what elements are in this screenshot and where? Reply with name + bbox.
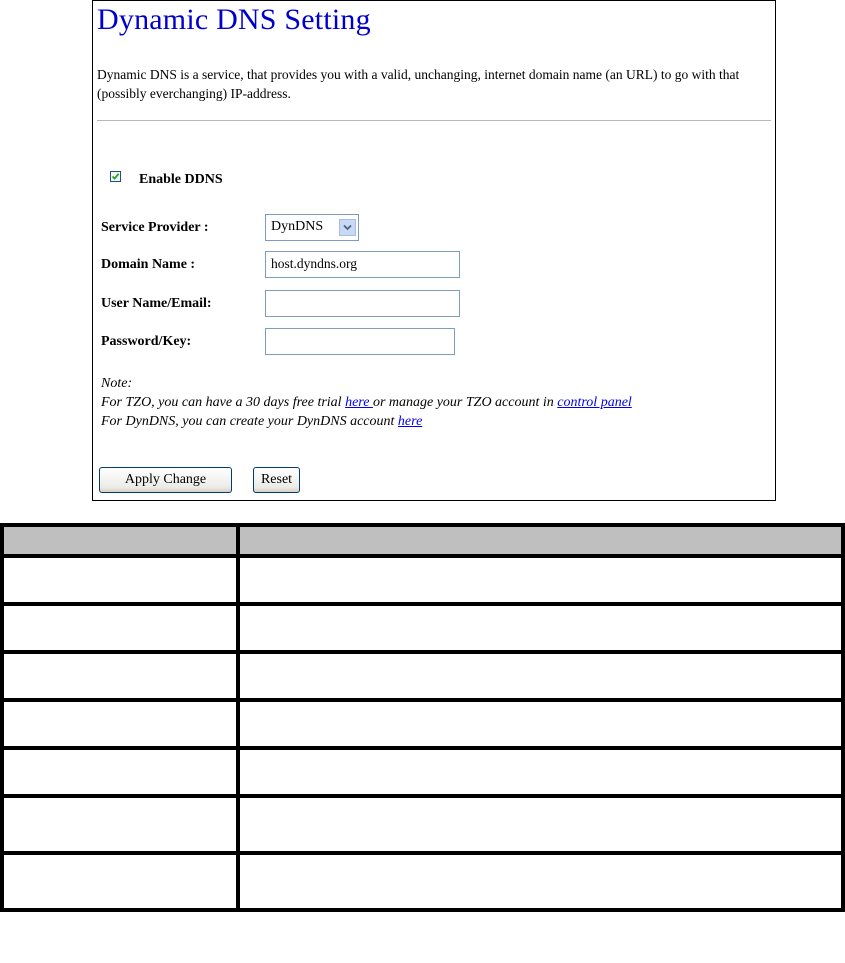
note-text: For TZO, you can have a 30 days free trial xyxy=(101,395,346,410)
table-cell xyxy=(238,748,843,796)
note-block xyxy=(101,374,632,431)
note-text: For DynDNS, you can create your DynDNS account xyxy=(101,414,398,429)
note-text: or manage your TZO account in xyxy=(372,395,558,410)
table-cell xyxy=(238,796,843,853)
note-heading: Note: xyxy=(101,376,133,391)
password-input[interactable] xyxy=(265,328,455,355)
table-row xyxy=(2,556,843,604)
table-row xyxy=(2,796,843,853)
table-cell xyxy=(238,652,843,700)
table-cell xyxy=(2,604,238,652)
apply-change-button[interactable]: Apply Change xyxy=(99,467,232,493)
domain-name-input[interactable]: host.dyndns.org xyxy=(265,251,460,278)
control-panel-link[interactable]: control panel xyxy=(557,395,632,410)
table-cell xyxy=(238,556,843,604)
ddns-settings-panel xyxy=(92,0,776,501)
table-cell xyxy=(2,748,238,796)
domain-name-label: Domain Name : xyxy=(101,257,196,272)
table-cell xyxy=(2,556,238,604)
parameter-table xyxy=(0,523,845,912)
reset-button[interactable]: Reset xyxy=(253,467,300,493)
checkmark-icon xyxy=(111,172,120,181)
page-title: Dynamic DNS Setting xyxy=(97,3,371,36)
username-input[interactable] xyxy=(265,290,460,317)
service-provider-select[interactable] xyxy=(265,214,359,241)
table-row xyxy=(2,604,843,652)
enable-ddns-label: Enable DDNS xyxy=(139,172,223,187)
table-cell xyxy=(2,796,238,853)
table-cell xyxy=(238,604,843,652)
service-provider-label: Service Provider : xyxy=(101,220,209,235)
table-header-cell xyxy=(2,525,238,556)
table-row xyxy=(2,853,843,910)
tzo-trial-link[interactable]: here xyxy=(345,395,373,410)
dyndns-create-link[interactable]: here xyxy=(397,414,423,429)
table-cell xyxy=(2,700,238,748)
divider xyxy=(97,120,771,121)
chevron-down-icon xyxy=(343,224,352,231)
page-description: Dynamic DNS is a service, that provides you with a valid, unchanging, internet domain name (an URL) to go with that (possibly everchanging) IP-address. xyxy=(97,67,740,101)
table-row xyxy=(2,652,843,700)
table-row xyxy=(2,700,843,748)
table-row xyxy=(2,748,843,796)
table-cell xyxy=(238,700,843,748)
password-label: Password/Key: xyxy=(101,334,192,349)
dropdown-arrow[interactable] xyxy=(339,219,356,236)
enable-ddns-checkbox[interactable] xyxy=(110,171,121,182)
username-label: User Name/Email: xyxy=(101,296,212,311)
table-cell xyxy=(2,853,238,910)
table-cell xyxy=(238,853,843,910)
note-line-tzo xyxy=(101,393,632,412)
note-line-dyndns xyxy=(101,412,632,431)
service-provider-value: DynDNS xyxy=(271,219,324,234)
table-cell xyxy=(2,652,238,700)
table-header-cell xyxy=(238,525,843,556)
table-header-row xyxy=(2,525,843,556)
